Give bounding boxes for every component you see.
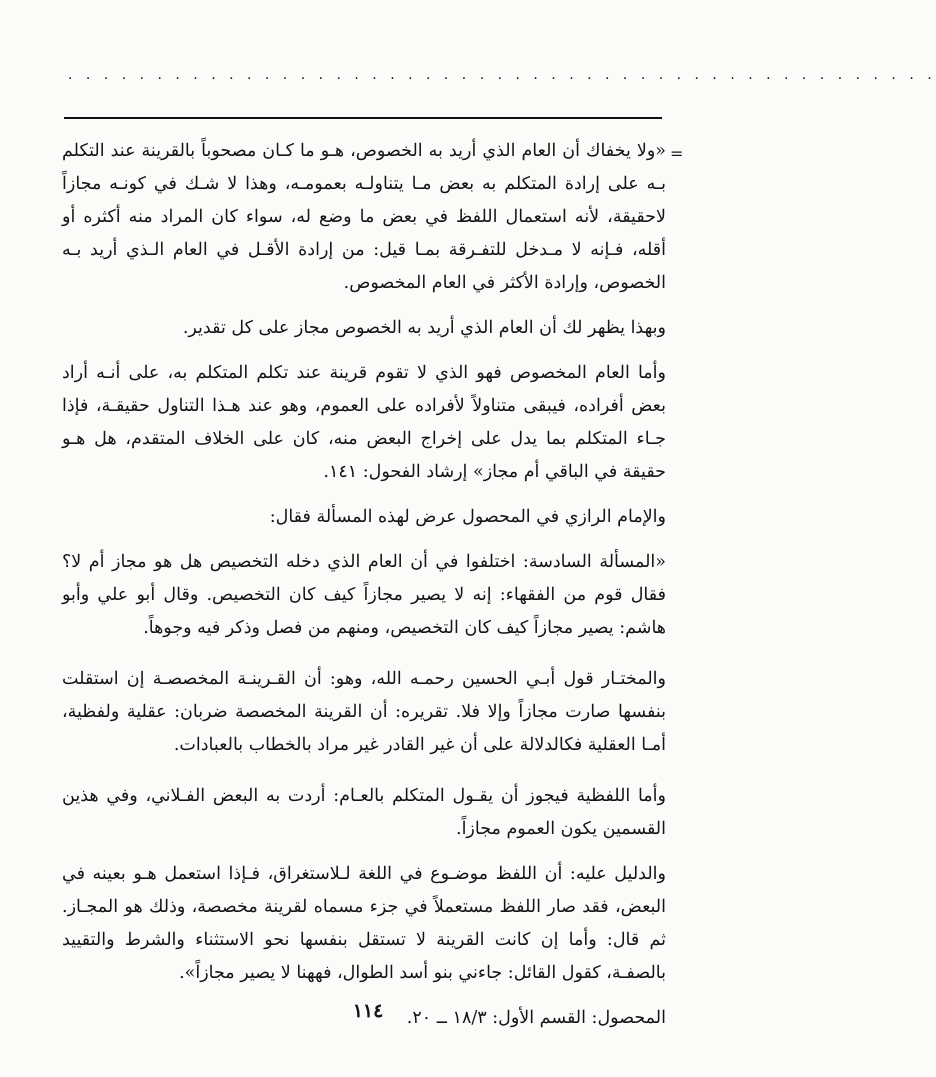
- paragraph-3: وأما العام المخصوص فهو الذي لا تقوم قرينة عند تكلم المتكلم به، على أنـه أراد بعض أفراده، فيبقى متناولاً لأفراده على العموم، وهو عند هـذا التناول حقيقـة، فإذا جـاء المتكلم بما يدل على إخراج البعض منه، كان على الخلاف المتقدم، هل هـو حقيقة في الباقي أم مجاز» إرشاد الفحول: ١٤١.: [62, 363, 666, 482]
- page-number: ١١٤: [352, 1000, 384, 1022]
- paragraph-4: والإمام الرازي في المحصول عرض لهذه المسألة فقال:: [269, 507, 666, 527]
- page-body: [62, 135, 666, 1047]
- paragraph-6: والمختـار قول أبـي الحسين رحمـه الله، وهو: أن القـرينـة المخصصـة إن استقلت بنفسها صارت مجازاً وإلا فلا. تقريره: أن القرينة المخصصة ضربان: عقلية ولفظية، أمـا العقلية فكالدلالة على أن غير القادر غير مراد بالخطاب بالعبادات.: [62, 669, 666, 755]
- continuation-mark: =: [670, 144, 684, 163]
- paragraph-5: «المسألة السادسة: اختلفوا في أن العام الذي دخله التخصيص هل هو مجاز أم لا؟ فقال قوم من الفقهاء: إنه لا يصير مجازاً كيف كان التخصيص. وقال أبو علي وأبو هاشم: يصير مجازاً كيف كان التخصيص، ومنهم من فصل وذكر فيه وجوهاً.: [62, 552, 666, 638]
- header-rule: [64, 117, 662, 119]
- paragraph-8: والدليل عليه: أن اللفظ موضـوع في اللغة لـلاستغراق، فـإذا استعمل هـو بعينه في البعض، فقد صار اللفظ مستعملاً في جزء مسماه لقرينة مخصصة، وذلك هو المجـاز. ثم قال: وأما إن كانت القرينة لا تستقل بنفسها نحو الاستثناء والشرط والتقييد بالصفـة، كقول القائل: جاءني بنو أسد الطوال، فههنا لا يصير مجازاً».: [62, 864, 666, 983]
- paragraph-7: وأما اللفظية فيجوز أن يقـول المتكلم بالعـام: أردت به البعض الفـلاني، وفي هذين القسمين يكون العموم مجازاً.: [62, 786, 666, 839]
- header-dot-leader: · · · · · · · · · · · · · · · · · · · · · · · · · · · · · · · · · · · · · · · · · · · · · · · · ·: [68, 71, 936, 87]
- paragraph-2: وبهذا يظهر لك أن العام الذي أريد به الخصوص مجاز على كل تقدير.: [182, 318, 666, 338]
- paragraph-1: «ولا يخفاك أن العام الذي أريد به الخصوص، هـو ما كـان مصحوباً بالقرينة عند التكلم بـه على إرادة المتكلم به بعض مـا يتناولـه بعمومـه، وهذا لا شـك في كونـه مجازاً لاحقيقة، لأنه استعمال اللفظ في بعض ما وضع له، سواء كان المراد منه أكثره أو أقله، فـإنه لا مـدخل للتفـرقة بمـا قيل: من إرادة الأقـل في العام الـذي أريد بـه الخصوص، وإرادة الأكثر في العام المخصوص.: [62, 141, 666, 293]
- source-citation: المحصول: القسم الأول: ١٨/٣ ــ ٢٠.: [406, 1008, 666, 1028]
